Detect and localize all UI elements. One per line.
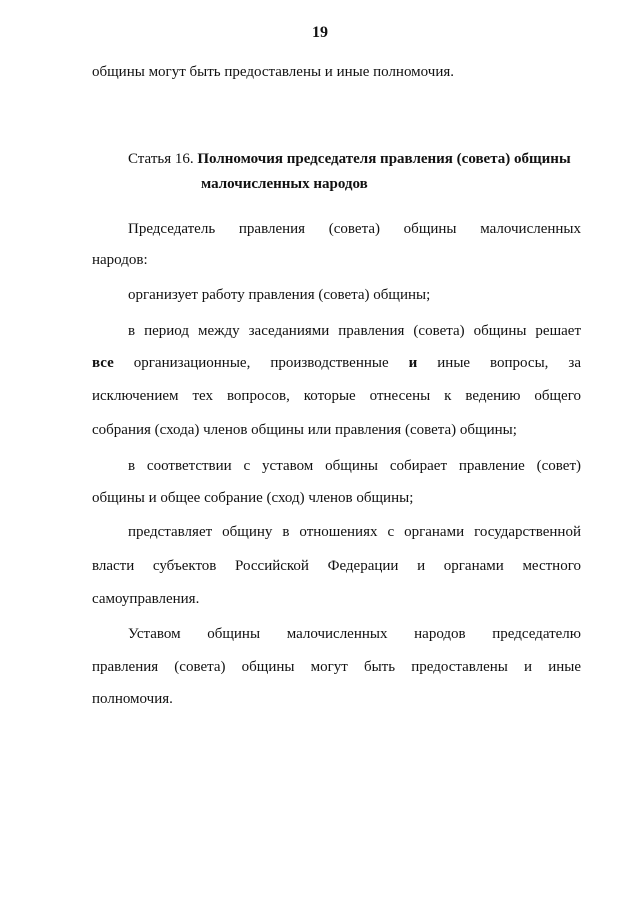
paragraph-4-line-2: общины и общее собрание (сход) членов общины;	[92, 490, 414, 506]
article-title-line1: Полномочия председателя правления (совета) общины	[197, 151, 571, 167]
paragraph-5-line-1: представляет общину в отношениях с органами государственной	[128, 524, 581, 540]
word-organizational: организационные,	[133, 355, 251, 371]
word-questions: вопросы,	[490, 355, 549, 371]
paragraph-6-line-3: полномочия.	[92, 691, 173, 707]
article-title-line2: малочисленных народов	[201, 176, 368, 192]
paragraph-3-line-3: исключением тех вопросов, которые отнесены к ведению общего	[92, 388, 581, 404]
paragraph-5-line-2: власти субъектов Российской Федерации и органами местного	[92, 558, 581, 574]
page-number: 19	[312, 24, 328, 41]
word-and: и	[408, 355, 418, 371]
article-heading-line2	[201, 174, 368, 194]
paragraph-3-line-4: собрания (схода) членов общины или правления (совета) общины;	[92, 422, 517, 438]
paragraph-2-line-1: организует работу правления (совета) общины;	[128, 287, 431, 303]
intro-line: общины могут быть предоставлены и иные полномочия.	[92, 64, 454, 80]
article-prefix: Статья 16.	[128, 151, 194, 167]
word-production: производственные	[270, 355, 389, 371]
word-za: за	[568, 355, 581, 371]
paragraph-6-line-2: правления (совета) общины могут быть предоставлены и иные	[92, 659, 581, 675]
word-vse: все	[92, 355, 114, 371]
paragraph-5-line-3: самоуправления.	[92, 591, 200, 607]
paragraph-6-line-1: Уставом общины малочисленных народов председателю	[128, 626, 581, 642]
word-other: иные	[437, 355, 471, 371]
paragraph-3-line-2	[92, 353, 581, 373]
article-heading-line1	[128, 149, 571, 169]
paragraph-1-line-2: народов:	[92, 252, 148, 268]
paragraph-3-line-1: в период между заседаниями правления (совета) общины решает	[128, 323, 581, 339]
paragraph-4-line-1: в соответствии с уставом общины собирает правление (совет)	[128, 458, 581, 474]
paragraph-1-line-1: Председатель правления (совета) общины малочисленных	[128, 221, 581, 237]
